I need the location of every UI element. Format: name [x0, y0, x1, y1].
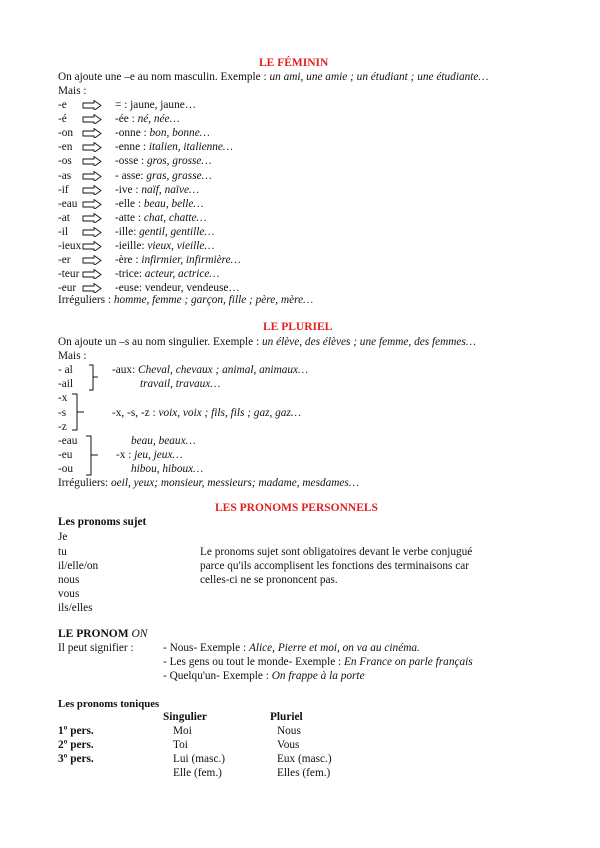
- feminin-suffix: -er: [58, 254, 71, 266]
- right-arrow-icon: [82, 283, 102, 293]
- toniques-plur-1: Nous: [277, 725, 301, 737]
- feminin-suffix: -é: [58, 113, 67, 125]
- feminin-result: [115, 213, 207, 224]
- sujet-vous: vous: [58, 588, 80, 600]
- right-arrow-icon: [82, 171, 102, 181]
- toniques-plur-3: Eux (masc.): [277, 753, 332, 765]
- feminin-result-example: chat, chatte…: [143, 212, 207, 224]
- pluriel-aux-example2: travail, travaux…: [140, 378, 221, 390]
- right-arrow-icon: [82, 128, 102, 138]
- on-item-gens-label: - Les gens ou tout le monde- Exemple :: [163, 656, 345, 668]
- sujet-nous: nous: [58, 574, 80, 586]
- on-item-gens: [163, 657, 473, 668]
- right-arrow-icon: [82, 255, 102, 265]
- right-arrow-icon: [82, 199, 102, 209]
- feminin-result-example: gras, grasse…: [146, 170, 212, 182]
- toniques-pers-1: 1º pers.: [58, 725, 94, 737]
- feminin-result-ending: -ieille:: [115, 240, 148, 252]
- on-item-quelquun-example: On frappe à la porte: [271, 670, 365, 682]
- sujet-note-3: celles-ci ne se prononcent pas.: [200, 574, 338, 586]
- brace-1: [88, 364, 100, 392]
- on-heading-italic: ON: [131, 628, 148, 640]
- feminin-result-example: gentil, gentille…: [139, 226, 215, 238]
- feminin-suffix: -os: [58, 155, 72, 167]
- pluriel-eaux-example: beau, beaux…: [131, 435, 196, 447]
- toniques-plur-2: Vous: [277, 739, 300, 751]
- feminin-suffix: -eur: [58, 282, 77, 294]
- on-item-gens-example: En France on parle français: [344, 656, 473, 668]
- feminin-suffix: -at: [58, 212, 70, 224]
- feminin-mais: Mais :: [58, 85, 87, 97]
- pluriel-eux-example: jeu, jeux…: [134, 449, 183, 461]
- pluriel-suffix-s: -s: [58, 407, 67, 419]
- toniques-col-pluriel: Pluriel: [270, 711, 303, 723]
- feminin-result-example: vendeur, vendeuse…: [144, 282, 240, 294]
- feminin-result-ending: -elle :: [115, 198, 144, 210]
- pluriel-suffix-al: - al: [58, 364, 73, 376]
- feminin-result: [115, 199, 203, 210]
- feminin-suffix: -ieux: [58, 240, 82, 252]
- feminin-result-example: vieux, vieille…: [147, 240, 215, 252]
- on-heading: [58, 629, 147, 641]
- feminin-result: [115, 185, 199, 196]
- feminin-result: [115, 142, 233, 153]
- feminin-result: [115, 114, 180, 125]
- on-peut-signifier: Il peut signifier :: [58, 642, 134, 654]
- feminin-result-ending: -ive :: [115, 184, 142, 196]
- on-item-quelquun-label: - Quelqu'un- Exemple :: [163, 670, 272, 682]
- pluriel-irreg-label: Irréguliers:: [58, 477, 112, 489]
- feminin-result-ending: -euse:: [115, 282, 145, 294]
- pluriel-suffix-eau: -eau: [58, 435, 78, 447]
- feminin-result-example: bon, bonne…: [149, 127, 210, 139]
- pluriel-irreguliers: [58, 478, 359, 489]
- pluriel-suffix-z: -z: [58, 421, 67, 433]
- toniques-col-singulier: Singulier: [163, 711, 207, 723]
- sujet-je: Je: [58, 531, 68, 543]
- feminin-result-example: naïf, naïve…: [141, 184, 200, 196]
- pronoms-sujet-heading: Les pronoms sujet: [58, 516, 147, 528]
- pluriel-aux-line1: [112, 365, 308, 376]
- feminin-irreguliers: [58, 295, 313, 306]
- pluriel-irreg-example: oeil, yeux; monsieur, messieurs; madame, mesdames…: [111, 477, 359, 489]
- feminin-suffix: -if: [58, 184, 69, 196]
- right-arrow-icon: [82, 185, 102, 195]
- pluriel-suffix-ou: -ou: [58, 463, 74, 475]
- feminin-irreg-label: Irréguliers :: [58, 294, 114, 306]
- pluriel-title: LE PLURIEL: [263, 321, 333, 333]
- pluriel-intro: [58, 337, 476, 348]
- feminin-result: [115, 269, 219, 280]
- feminin-result-example: né, née…: [137, 113, 180, 125]
- on-item-nous-example: Alice, Pierre et moi, on va au cinéma.: [248, 642, 420, 654]
- toniques-sing-4: Elle (fem.): [173, 767, 222, 779]
- feminin-result-ending: = :: [115, 99, 131, 111]
- feminin-suffix: -on: [58, 127, 74, 139]
- pluriel-mais: Mais :: [58, 350, 87, 362]
- feminin-result-ending: - asse:: [115, 170, 147, 182]
- pluriel-oux-example: hibou, hiboux…: [131, 463, 204, 475]
- pluriel-intro-example: un élève, des élèves ; une femme, des femmes…: [261, 336, 476, 348]
- feminin-result-ending: -onne :: [115, 127, 150, 139]
- toniques-pers-2: 2º pers.: [58, 739, 94, 751]
- toniques-plur-4: Elles (fem.): [277, 767, 331, 779]
- feminin-result-example: beau, belle…: [143, 198, 204, 210]
- pluriel-xsz-line: [112, 408, 301, 419]
- right-arrow-icon: [82, 269, 102, 279]
- right-arrow-icon: [82, 213, 102, 223]
- pluriel-xsz-label: -x, -s, -z :: [112, 407, 159, 419]
- sujet-note-2: parce qu'ils accomplisent les fonctions des terminaisons car: [200, 560, 470, 572]
- feminin-suffix: -eau: [58, 198, 78, 210]
- toniques-sing-3: Lui (masc.): [173, 753, 226, 765]
- feminin-result-example: gros, grosse…: [147, 155, 212, 167]
- brace-3: [84, 435, 108, 477]
- feminin-result-example: italien, italienne…: [148, 141, 233, 153]
- feminin-result-ending: -trice:: [115, 268, 145, 280]
- feminin-result: [115, 156, 211, 167]
- pronoms-title: LES PRONOMS PERSONNELS: [215, 502, 378, 514]
- on-heading-text: LE PRONOM: [58, 628, 132, 640]
- feminin-suffix: -il: [58, 226, 69, 238]
- toniques-sing-2: Toi: [173, 739, 188, 751]
- feminin-result-example: jaune, jaune…: [130, 99, 197, 111]
- pluriel-suffix-ail: -ail: [58, 378, 74, 390]
- sujet-ils: ils/elles: [58, 602, 93, 614]
- toniques-sing-1: Moi: [173, 725, 192, 737]
- feminin-result-example: acteur, actrice…: [144, 268, 220, 280]
- feminin-intro: [58, 72, 488, 83]
- sujet-note-1: Le pronoms sujet sont obligatoires devant le verbe conjugué: [200, 546, 473, 558]
- right-arrow-icon: [82, 114, 102, 124]
- toniques-heading: Les pronoms toniques: [58, 698, 160, 710]
- feminin-result-example: infirmier, infirmière…: [141, 254, 241, 266]
- feminin-result: [115, 241, 214, 252]
- pluriel-aux-label: -aux:: [112, 364, 139, 376]
- feminin-result: [115, 128, 210, 139]
- on-item-nous: [163, 643, 420, 654]
- feminin-result-ending: -ille:: [115, 226, 140, 238]
- sujet-il: il/elle/on: [58, 560, 99, 572]
- pluriel-eux-label: -x :: [116, 449, 135, 461]
- feminin-result-ending: -ée :: [115, 113, 138, 125]
- pluriel-suffix-eu: -eu: [58, 449, 73, 461]
- right-arrow-icon: [82, 156, 102, 166]
- right-arrow-icon: [82, 227, 102, 237]
- feminin-result: [115, 171, 212, 182]
- feminin-intro-text: On ajoute une –e au nom masculin. Exemple :: [58, 71, 270, 83]
- feminin-result: [115, 100, 196, 111]
- on-item-quelquun: [163, 671, 365, 682]
- pluriel-aux-example1: Cheval, chevaux ; animal, animaux…: [138, 364, 309, 376]
- pluriel-intro-text: On ajoute un –s au nom singulier. Exemple :: [58, 336, 262, 348]
- feminin-title: LE FÉMININ: [259, 57, 329, 69]
- feminin-irreg-example: homme, femme ; garçon, fille ; père, mère…: [113, 294, 314, 306]
- feminin-suffix: -e: [58, 99, 67, 111]
- pluriel-eux-line: [116, 450, 183, 461]
- feminin-result: [115, 255, 241, 266]
- feminin-result-ending: -enne :: [115, 141, 149, 153]
- feminin-suffix: -teur: [58, 268, 80, 280]
- feminin-suffix: -as: [58, 170, 72, 182]
- right-arrow-icon: [82, 142, 102, 152]
- toniques-pers-3: 3º pers.: [58, 753, 94, 765]
- pluriel-suffix-x: -x: [58, 392, 68, 404]
- feminin-result-ending: -ère :: [115, 254, 142, 266]
- pluriel-xsz-example: voix, voix ; fils, fils ; gaz, gaz…: [158, 407, 301, 419]
- feminin-result: [115, 227, 214, 238]
- feminin-intro-example: un ami, une amie ; un étudiant ; une étudiante…: [269, 71, 489, 83]
- right-arrow-icon: [82, 241, 102, 251]
- feminin-result-ending: -atte :: [115, 212, 144, 224]
- brace-2: [70, 393, 110, 433]
- right-arrow-icon: [82, 100, 102, 110]
- feminin-suffix: -en: [58, 141, 73, 153]
- feminin-result-ending: -osse :: [115, 155, 148, 167]
- on-item-nous-label: - Nous- Exemple :: [163, 642, 249, 654]
- feminin-result: [115, 283, 240, 294]
- sujet-tu: tu: [58, 546, 67, 558]
